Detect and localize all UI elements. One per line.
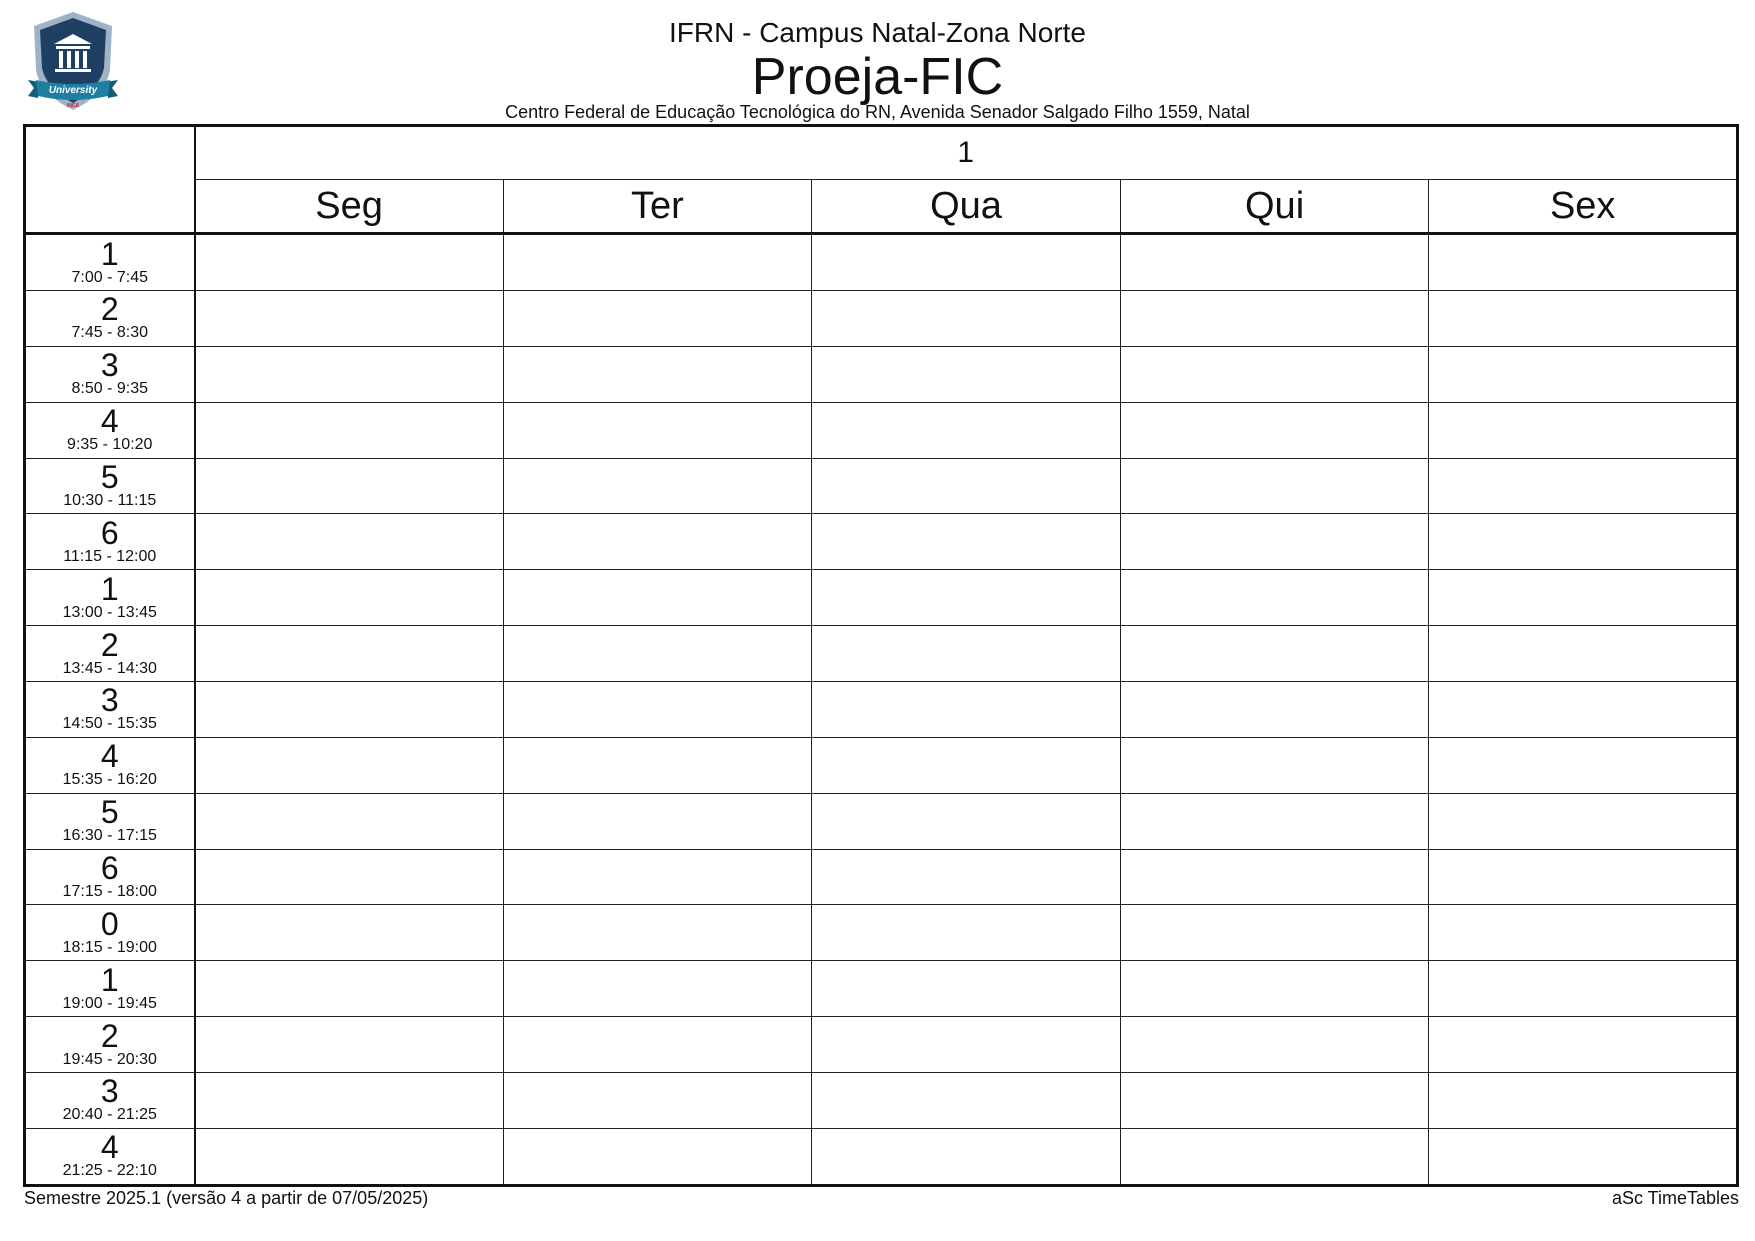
period-time: 20:40 - 21:25 bbox=[62, 1106, 157, 1124]
period-row bbox=[25, 346, 1738, 402]
timetable-slot-qui bbox=[1120, 458, 1429, 514]
period-row bbox=[25, 291, 1738, 347]
timetable-slot-qui bbox=[1120, 291, 1429, 347]
timetable-slot-sex bbox=[1429, 626, 1738, 682]
timetable-slot-qua bbox=[812, 682, 1121, 738]
timetable-slot-ter bbox=[503, 961, 812, 1017]
timetable-slot-qua bbox=[812, 737, 1121, 793]
timetable-slot-sex bbox=[1429, 905, 1738, 961]
period-time: 19:45 - 20:30 bbox=[62, 1050, 157, 1068]
period-time: 7:45 - 8:30 bbox=[71, 324, 148, 342]
period-number: 1 bbox=[100, 235, 119, 272]
period-time: 15:35 - 16:20 bbox=[62, 771, 157, 789]
timetable-slot-sex bbox=[1429, 682, 1738, 738]
timetable-slot-sex bbox=[1429, 1073, 1738, 1129]
timetable-slot-qua bbox=[812, 905, 1121, 961]
timetable-slot-sex bbox=[1429, 570, 1738, 626]
timetable-slot-ter bbox=[503, 626, 812, 682]
period-row bbox=[25, 849, 1738, 905]
timetable-slot-seg bbox=[195, 626, 504, 682]
period-number: 2 bbox=[100, 291, 119, 328]
timetable-slot-ter bbox=[503, 1017, 812, 1073]
semester-version: Semestre 2025.1 (versão 4 a partir de 07/05/2025) bbox=[24, 1188, 429, 1208]
timetable-slot-qua bbox=[812, 346, 1121, 402]
period-label bbox=[25, 793, 195, 849]
timetable-slot-seg bbox=[195, 234, 504, 291]
timetable-slot-qua bbox=[812, 961, 1121, 1017]
period-number: 1 bbox=[100, 961, 119, 998]
day-header-row bbox=[25, 180, 1738, 234]
timetable-slot-sex bbox=[1429, 793, 1738, 849]
timetable-slot-seg bbox=[195, 793, 504, 849]
timetable-slot-qua bbox=[812, 1128, 1121, 1185]
period-label bbox=[25, 234, 195, 291]
timetable-slot-qui bbox=[1120, 346, 1429, 402]
period-time: 13:00 - 13:45 bbox=[62, 603, 157, 621]
timetable-slot-sex bbox=[1429, 346, 1738, 402]
timetable-body bbox=[25, 234, 1738, 1186]
timetable-grid bbox=[23, 124, 1739, 1187]
period-number: 6 bbox=[100, 850, 119, 887]
period-number: 2 bbox=[100, 626, 119, 663]
period-label bbox=[25, 458, 195, 514]
period-time: 21:25 - 22:10 bbox=[62, 1162, 157, 1180]
timetable-slot-qua bbox=[812, 570, 1121, 626]
timetable-slot-seg bbox=[195, 682, 504, 738]
period-time: 13:45 - 14:30 bbox=[62, 659, 157, 677]
page-title: Proeja-FIC bbox=[751, 48, 1004, 106]
period-row bbox=[25, 961, 1738, 1017]
period-row bbox=[25, 1073, 1738, 1129]
day-header-qua: Qua bbox=[812, 180, 1121, 234]
timetable-slot-seg bbox=[195, 1073, 504, 1129]
period-number: 3 bbox=[100, 1073, 119, 1110]
timetable-slot-seg bbox=[195, 291, 504, 347]
timetable-slot-qui bbox=[1120, 793, 1429, 849]
period-row bbox=[25, 905, 1738, 961]
period-label bbox=[25, 849, 195, 905]
timetable-slot-qui bbox=[1120, 1073, 1429, 1129]
timetable-slot-sex bbox=[1429, 1017, 1738, 1073]
period-number: 2 bbox=[100, 1017, 119, 1054]
period-label bbox=[25, 1017, 195, 1073]
timetable-slot-qua bbox=[812, 793, 1121, 849]
timetable-slot-sex bbox=[1429, 737, 1738, 793]
timetable-slot-sex bbox=[1429, 961, 1738, 1017]
class-name: 1 bbox=[195, 126, 1738, 180]
period-number: 5 bbox=[100, 459, 119, 495]
timetable-slot-qui bbox=[1120, 1017, 1429, 1073]
period-label bbox=[25, 570, 195, 626]
timetable-slot-ter bbox=[503, 682, 812, 738]
timetable-slot-ter bbox=[503, 793, 812, 849]
timetable-slot-sex bbox=[1429, 458, 1738, 514]
timetable-slot-qua bbox=[812, 626, 1121, 682]
period-time: 11:15 - 12:00 bbox=[63, 547, 157, 565]
timetable-slot-qui bbox=[1120, 737, 1429, 793]
period-label bbox=[25, 291, 195, 347]
timetable-slot-qui bbox=[1120, 402, 1429, 458]
period-row bbox=[25, 402, 1738, 458]
timetable-slot-qui bbox=[1120, 682, 1429, 738]
timetable-slot-qua bbox=[812, 291, 1121, 347]
period-number: 5 bbox=[100, 794, 119, 831]
day-header-ter: Ter bbox=[503, 180, 812, 234]
period-label bbox=[25, 346, 195, 402]
timetable-slot-qua bbox=[812, 514, 1121, 570]
timetable-slot-ter bbox=[503, 402, 812, 458]
timetable-slot-seg bbox=[195, 402, 504, 458]
period-row bbox=[25, 793, 1738, 849]
timetable-slot-qui bbox=[1120, 905, 1429, 961]
period-row bbox=[25, 514, 1738, 570]
timetable-slot-ter bbox=[503, 514, 812, 570]
timetable-slot-seg bbox=[195, 570, 504, 626]
timetable-slot-seg bbox=[195, 514, 504, 570]
period-time: 17:15 - 18:00 bbox=[62, 883, 157, 901]
period-row bbox=[25, 1017, 1738, 1073]
timetable-slot-qua bbox=[812, 1073, 1121, 1129]
period-number: 4 bbox=[100, 403, 119, 440]
period-number: 3 bbox=[100, 682, 119, 719]
period-number: 3 bbox=[100, 347, 119, 384]
timetable-slot-qua bbox=[812, 402, 1121, 458]
corner-cell bbox=[25, 126, 195, 234]
timetable-slot-seg bbox=[195, 905, 504, 961]
software-credit: aSc TimeTables bbox=[1611, 1188, 1739, 1208]
timetable-slot-qui bbox=[1120, 849, 1429, 905]
period-label bbox=[25, 626, 195, 682]
period-label bbox=[25, 402, 195, 458]
period-row bbox=[25, 570, 1738, 626]
timetable-slot-seg bbox=[195, 849, 504, 905]
timetable-slot-ter bbox=[503, 1073, 812, 1129]
timetable-slot-qui bbox=[1120, 514, 1429, 570]
period-label bbox=[25, 737, 195, 793]
timetable-slot-ter bbox=[503, 570, 812, 626]
timetable-slot-ter bbox=[503, 346, 812, 402]
period-label bbox=[25, 905, 195, 961]
timetable-slot-ter bbox=[503, 458, 812, 514]
period-number: 0 bbox=[100, 905, 119, 942]
timetable-slot-ter bbox=[503, 291, 812, 347]
period-time: 18:15 - 19:00 bbox=[62, 938, 157, 956]
period-row bbox=[25, 737, 1738, 793]
day-header-seg: Seg bbox=[195, 180, 504, 234]
timetable-slot-sex bbox=[1429, 849, 1738, 905]
period-label bbox=[25, 1128, 195, 1185]
day-header-qui: Qui bbox=[1120, 180, 1429, 234]
campus-name: IFRN - Campus Natal-Zona Norte bbox=[668, 17, 1086, 48]
svg-text:INCA: INCA bbox=[66, 103, 80, 109]
timetable-slot-ter bbox=[503, 849, 812, 905]
period-row bbox=[25, 682, 1738, 738]
timetable-slot-qua bbox=[812, 1017, 1121, 1073]
period-time: 10:30 - 11:15 bbox=[63, 492, 157, 509]
period-time: 14:50 - 15:35 bbox=[62, 715, 157, 733]
timetable-slot-qui bbox=[1120, 1128, 1429, 1185]
institution-address: Centro Federal de Educação Tecnológica do RN, Avenida Senador Salgado Filho 1559, Natal bbox=[505, 102, 1250, 122]
period-time: 16:30 - 17:15 bbox=[62, 827, 157, 845]
timetable-slot-seg bbox=[195, 961, 504, 1017]
timetable-slot-ter bbox=[503, 737, 812, 793]
timetable-slot-qua bbox=[812, 458, 1121, 514]
period-time: 7:00 - 7:45 bbox=[71, 268, 148, 286]
period-label bbox=[25, 514, 195, 570]
timetable-slot-qui bbox=[1120, 626, 1429, 682]
timetable-slot-sex bbox=[1429, 514, 1738, 570]
svg-text:University: University bbox=[48, 85, 98, 96]
period-row bbox=[25, 458, 1738, 514]
timetable-slot-sex bbox=[1429, 291, 1738, 347]
timetable-slot-seg bbox=[195, 737, 504, 793]
period-time: 19:00 - 19:45 bbox=[62, 994, 157, 1012]
timetable-slot-qui bbox=[1120, 234, 1429, 291]
day-header-sex: Sex bbox=[1429, 180, 1738, 234]
period-label bbox=[25, 682, 195, 738]
timetable-slot-ter bbox=[503, 905, 812, 961]
timetable-slot-seg bbox=[195, 458, 504, 514]
timetable-slot-qua bbox=[812, 234, 1121, 291]
timetable-slot-sex bbox=[1429, 234, 1738, 291]
period-time: 8:50 - 9:35 bbox=[71, 380, 148, 398]
timetable-slot-ter bbox=[503, 1128, 812, 1185]
timetable-slot-sex bbox=[1429, 1128, 1738, 1185]
timetable-slot-qui bbox=[1120, 961, 1429, 1017]
period-row bbox=[25, 626, 1738, 682]
period-row bbox=[25, 234, 1738, 291]
period-number: 4 bbox=[100, 1129, 119, 1166]
period-label bbox=[25, 1073, 195, 1129]
timetable-slot-ter bbox=[503, 234, 812, 291]
period-number: 4 bbox=[100, 738, 119, 775]
timetable-slot-sex bbox=[1429, 402, 1738, 458]
timetable-slot-seg bbox=[195, 1017, 504, 1073]
period-row bbox=[25, 1128, 1738, 1185]
period-label bbox=[25, 961, 195, 1017]
period-number: 1 bbox=[100, 570, 119, 607]
period-time: 9:35 - 10:20 bbox=[67, 436, 153, 454]
timetable-slot-seg bbox=[195, 1128, 504, 1185]
timetable-slot-seg bbox=[195, 346, 504, 402]
timetable-slot-qui bbox=[1120, 570, 1429, 626]
timetable-slot-qua bbox=[812, 849, 1121, 905]
period-number: 6 bbox=[100, 514, 119, 551]
